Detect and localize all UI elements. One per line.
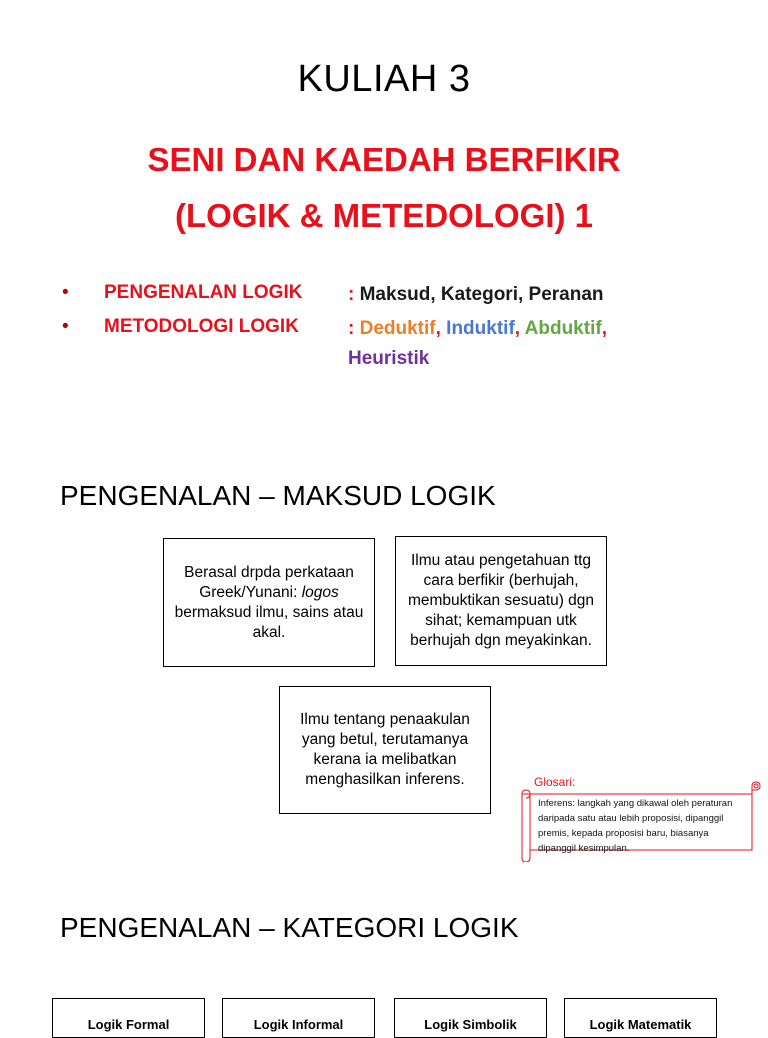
definition-text: Ilmu atau pengetahuan ttg cara berfikir (berhujah, membuktikan sesuatu) dgn sihat; kemampuan utk berhujah dgn meyakinkan. xyxy=(407,552,595,649)
definition-box-origin xyxy=(163,538,375,667)
category-box: Logik Matematik xyxy=(564,998,717,1038)
bullet-label-pengenalan: PENGENALAN LOGIK xyxy=(104,282,303,303)
lecture-heading: KULIAH 3 xyxy=(297,58,471,100)
bullet-value-pengenalan xyxy=(348,280,604,310)
section-heading-kategori: PENGENALAN – KATEGORI LOGIK xyxy=(60,912,519,943)
definition-text xyxy=(174,563,364,643)
glossary-text: Inferens: langkah yang dikawal oleh peraturan daripada satu atau lebih proposisi, dipanggil premis, kepada proposisi baru, biasanya dipanggil kesimpulan. xyxy=(538,798,733,854)
method-heuristik: Heuristik xyxy=(348,348,430,369)
method-abduktif: Abduktif xyxy=(524,318,602,339)
bullet-value-metodologi xyxy=(348,314,708,374)
definition-box-reasoning xyxy=(279,686,491,814)
method-deduktif: Deduktif xyxy=(359,318,436,339)
category-box: Logik Simbolik xyxy=(394,998,547,1038)
section-heading-maksud: PENGENALAN – MAKSUD LOGIK xyxy=(60,480,496,511)
main-title-line-1: SENI DAN KAEDAH BERFIKIR xyxy=(147,141,621,178)
logos-term: logos xyxy=(301,583,339,601)
separator: , xyxy=(514,318,521,339)
separator: , xyxy=(601,318,607,339)
separator: , xyxy=(435,318,441,339)
main-title-line-2: (LOGIK & METEDOLOGI) 1 xyxy=(175,197,593,234)
definition-text-part: Berasal drpda perkataan Greek/Yunani: xyxy=(184,563,354,601)
glossary-title: Glosari: xyxy=(534,775,576,789)
pengenalan-topics: Maksud, Kategori, Peranan xyxy=(359,284,604,305)
method-induktif: Induktif xyxy=(446,318,515,339)
definition-text-part: bermaksud ilmu, sains atau akal. xyxy=(174,603,364,641)
definition-text: Ilmu tentang penaakulan yang betul, terutamanya kerana ia melibatkan menghasilkan inferens. xyxy=(300,711,470,788)
colon: : xyxy=(348,284,355,305)
category-box: Logik Formal xyxy=(52,998,205,1038)
bullet-marker: • xyxy=(62,316,69,337)
colon: : xyxy=(348,318,355,339)
definition-box-knowledge xyxy=(395,536,607,666)
bullet-label-metodologi: METODOLOGI LOGIK xyxy=(104,316,299,337)
category-box: Logik Informal xyxy=(222,998,375,1038)
bullet-marker: • xyxy=(62,282,69,303)
